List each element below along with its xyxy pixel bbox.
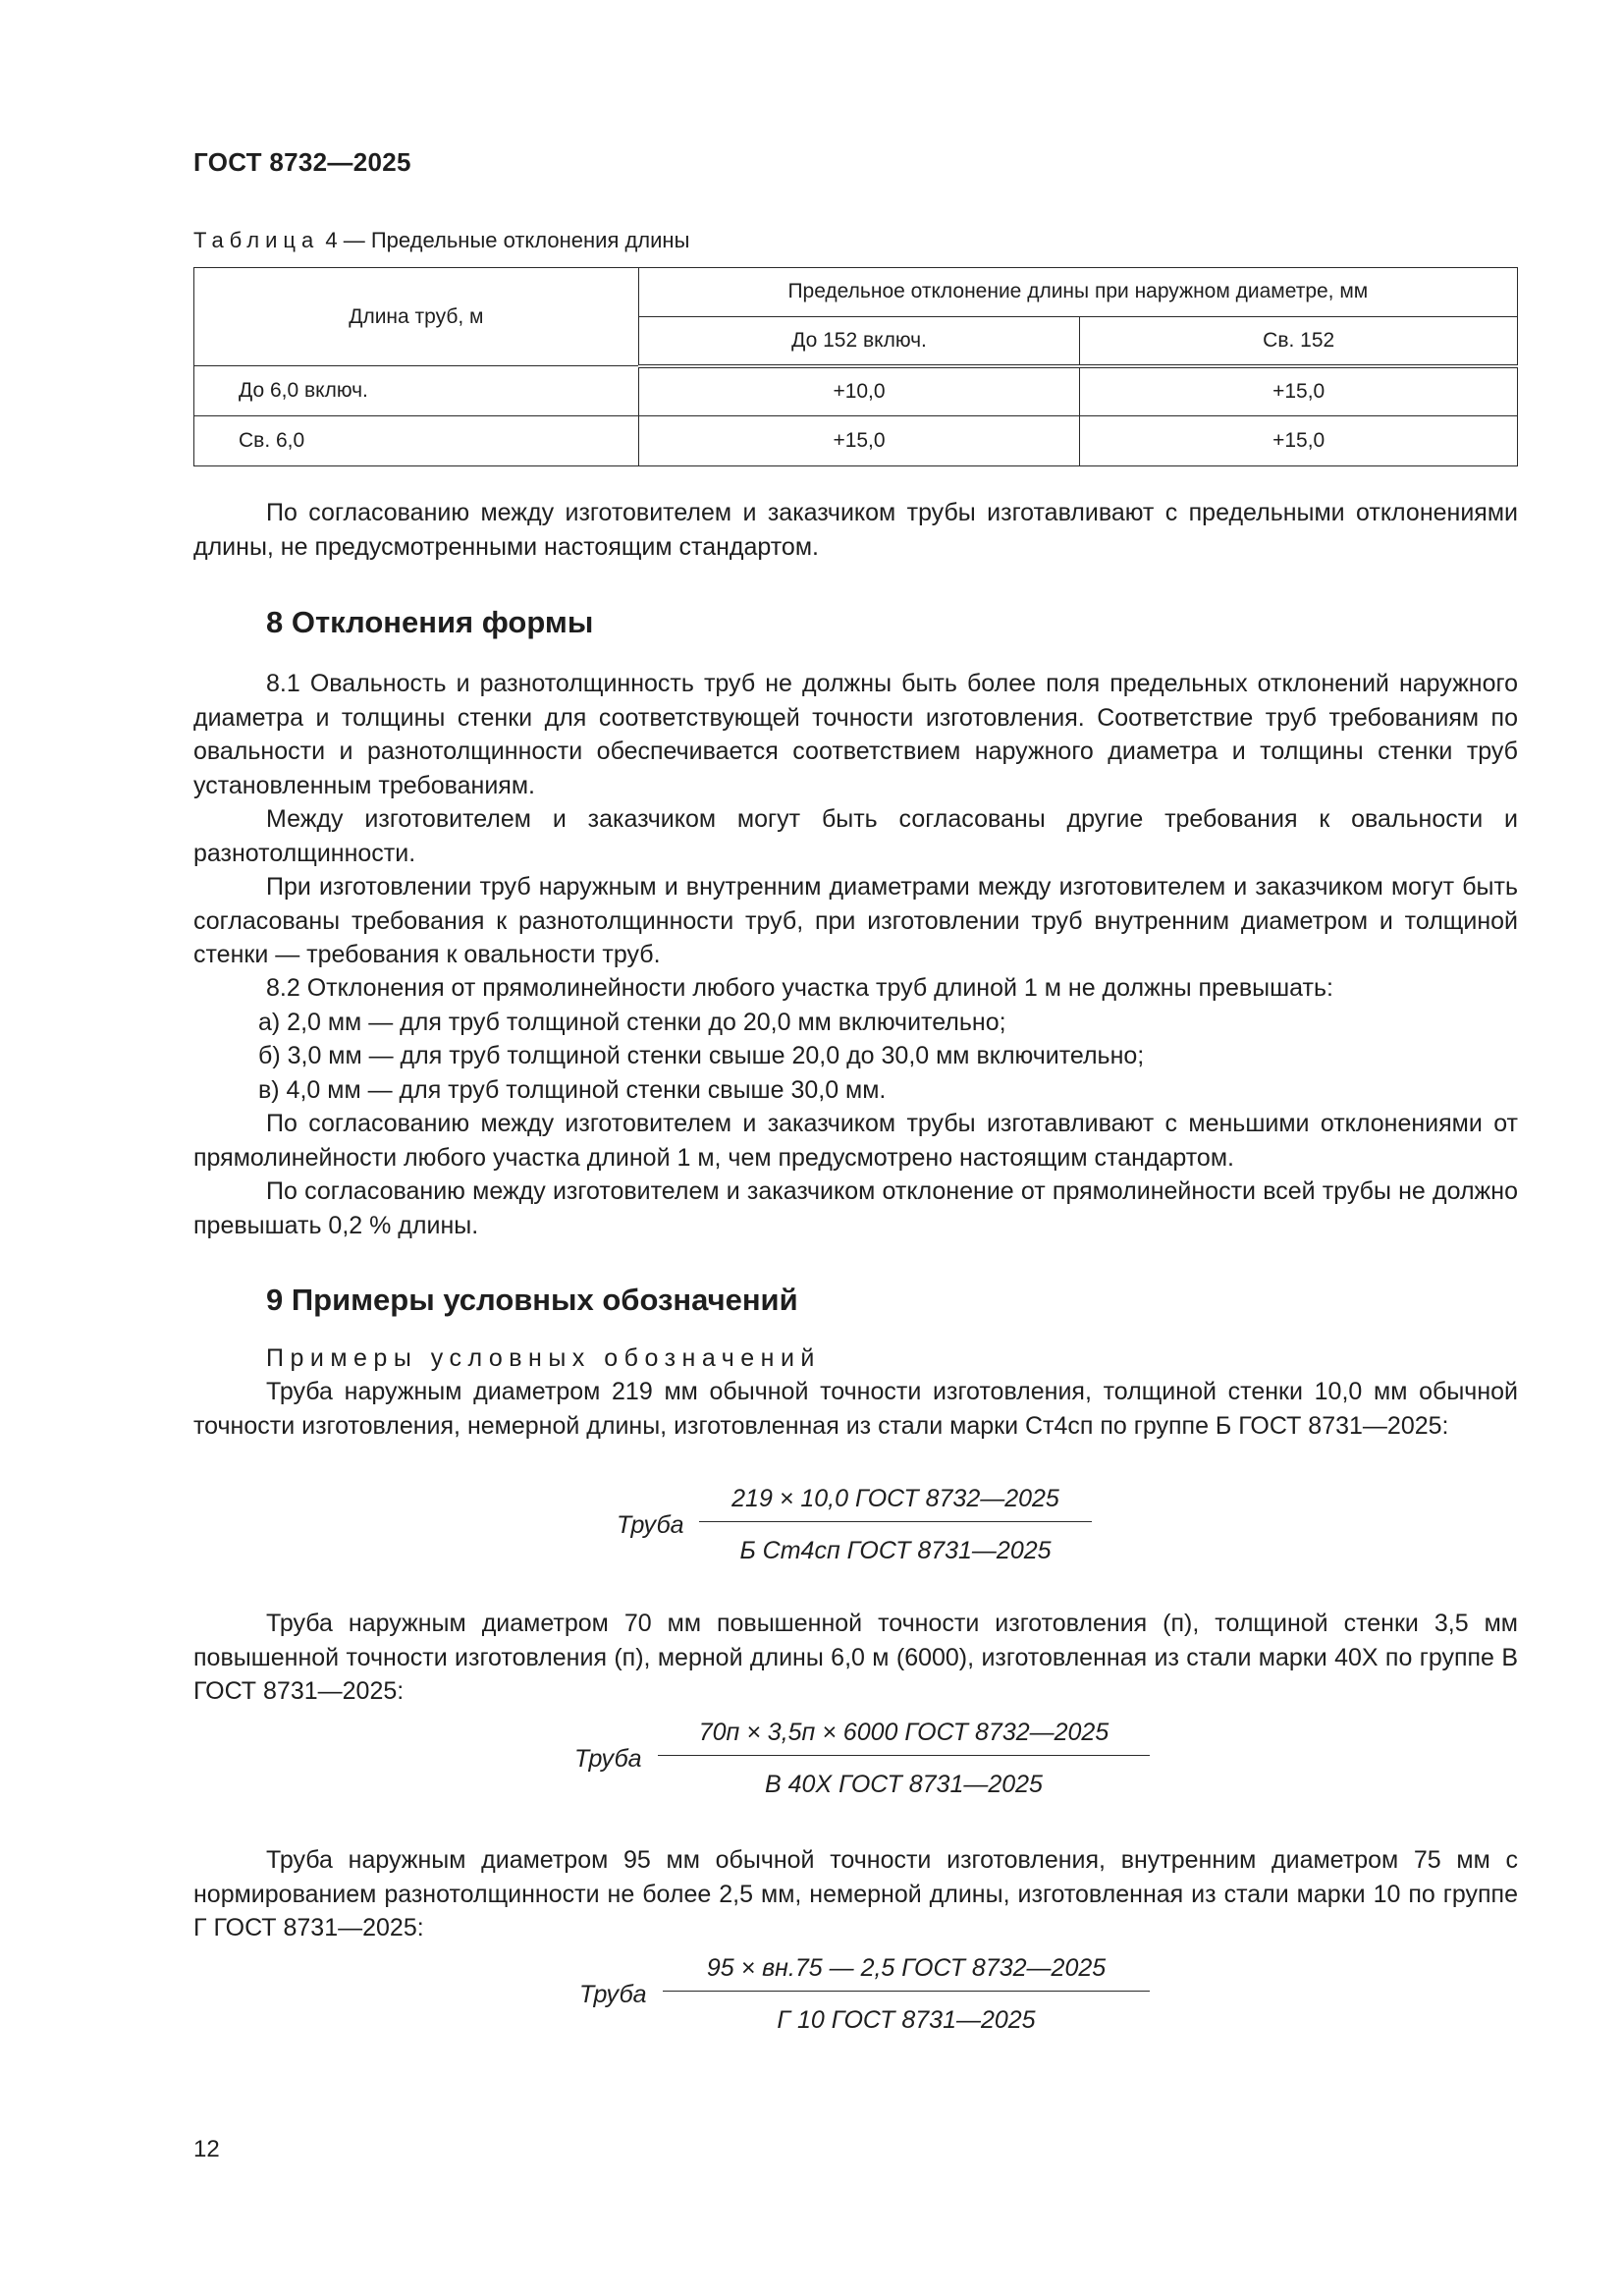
example-2-text: Труба наружным диаметром 70 мм повышенной точности изготовления (п), толщиной стенки 3,5 мм повышенной точности изготовления (п), мерной длины 6,0 м (6000), изготовленная из стали марки 40Х по группе В ГОСТ 8731—2025: bbox=[193, 1610, 1518, 1706]
header-cell-deviation-group: Предельное отклонение длины при наружном диаметре, мм bbox=[638, 268, 1517, 317]
paragraph-8-1-inner-diameter: При изготовлении труб наружным и внутренним диаметрами между изготовителем и заказчиком могут быть согласованы требования к разнотолщинности труб, при изготовлении труб внутренним диаметром и толщиной стенки — требования к овальности труб. bbox=[193, 873, 1518, 969]
examples-subheading: Примеры условных обозначений bbox=[266, 1344, 821, 1372]
fraction-bar bbox=[699, 1521, 1092, 1522]
cell-deviation-upto-152: +15,0 bbox=[638, 416, 1080, 466]
paragraph-8-2-whole-pipe: По согласованию между изготовителем и заказчиком отклонение от прямолинейности всей трубы не должно превышать 0,2 % длины. bbox=[193, 1177, 1518, 1239]
list-item-c: в) 4,0 мм — для труб толщиной стенки свыше 30,0 мм. bbox=[258, 1076, 887, 1104]
designation-numerator: 219 × 10,0 ГОСТ 8732—2025 bbox=[731, 1485, 1059, 1512]
table-caption bbox=[193, 228, 689, 253]
cell-deviation-over-152: +15,0 bbox=[1080, 366, 1518, 416]
header-cell-upto-152: До 152 включ. bbox=[638, 316, 1080, 366]
example-1-designation bbox=[617, 1485, 1108, 1583]
paragraph-8-2-reduced: По согласованию между изготовителем и заказчиком трубы изготавливают с меньшими отклонениями от прямолинейности любого участка длиной 1 м, чем предусмотрено настоящим стандартом. bbox=[193, 1110, 1518, 1172]
list-item-b: б) 3,0 мм — для труб толщиной стенки свыше 20,0 до 30,0 мм включительно; bbox=[258, 1042, 1145, 1069]
paragraph-8-2: 8.2 Отклонения от прямолинейности любого участка труб длиной 1 м не должны превышать: bbox=[266, 974, 1333, 1002]
designation-label: Труба bbox=[617, 1511, 684, 1539]
header-cell-length: Длина труб, м bbox=[194, 268, 639, 366]
example-3-text: Труба наружным диаметром 95 мм обычной точности изготовления, внутренним диаметром 75 мм с нормированием разнотолщинности не более 2,5 мм, немерной длины, изготовленная из стали марки 10 по группе Г ГОСТ 8731—2025: bbox=[193, 1846, 1518, 1942]
fraction-bar bbox=[663, 1991, 1150, 1992]
designation-numerator: 70п × 3,5п × 6000 ГОСТ 8732—2025 bbox=[698, 1719, 1109, 1746]
table-row bbox=[194, 416, 1518, 466]
designation-label: Труба bbox=[574, 1745, 642, 1773]
designation-denominator: Б Ст4сп ГОСТ 8731—2025 bbox=[739, 1537, 1052, 1564]
cell-length: Св. 6,0 bbox=[194, 416, 639, 466]
designation-denominator: В 40Х ГОСТ 8731—2025 bbox=[765, 1771, 1043, 1798]
designation-numerator: 95 × вн.75 — 2,5 ГОСТ 8732—2025 bbox=[706, 1954, 1107, 1982]
section-9-heading: 9 Примеры условных обозначений bbox=[266, 1283, 798, 1317]
header-cell-over-152: Св. 152 bbox=[1080, 316, 1518, 366]
length-deviation-table bbox=[193, 267, 1518, 466]
cell-deviation-upto-152: +10,0 bbox=[638, 366, 1080, 416]
paragraph-8-1: 8.1 Овальность и разнотолщинность труб не должны быть более поля предельных отклонений наружного диаметра и толщины стенки для соответствующей точности изготовления. Соответствие труб требованиям по овальности и разнотолщинности обеспечивается соответствием наружного диаметра и толщины стенки труб установленным требованиям. bbox=[193, 670, 1518, 799]
page-number: 12 bbox=[193, 2136, 220, 2162]
paragraph-8-1-agreement: Между изготовителем и заказчиком могут быть согласованы другие требования к овальности и разнотолщинности. bbox=[193, 805, 1518, 867]
cell-deviation-over-152: +15,0 bbox=[1080, 416, 1518, 466]
designation-denominator: Г 10 ГОСТ 8731—2025 bbox=[777, 2006, 1036, 2034]
document-header: ГОСТ 8732—2025 bbox=[193, 147, 411, 177]
section-8-heading: 8 Отклонения формы bbox=[266, 605, 594, 639]
example-3-designation bbox=[579, 1954, 1168, 2052]
table-caption-title: 4 — Предельные отклонения длины bbox=[325, 228, 690, 252]
example-1-text: Труба наружным диаметром 219 мм обычной точности изготовления, толщиной стенки 10,0 мм обычной точности изготовления, немерной длины, изготовленная из стали марки Ст4сп по группе Б ГОСТ 8731—2025: bbox=[193, 1378, 1518, 1440]
example-2-designation bbox=[574, 1719, 1163, 1817]
fraction-bar bbox=[658, 1755, 1150, 1756]
list-item-a: а) 2,0 мм — для труб толщиной стенки до 20,0 мм включительно; bbox=[258, 1009, 1006, 1036]
cell-length: До 6,0 включ. bbox=[194, 366, 639, 416]
table-caption-word: Таблица bbox=[193, 228, 320, 252]
paragraph-after-table: По согласованию между изготовителем и заказчиком трубы изготавливают с предельными отклонениями длины, не предусмотренными настоящим стандартом. bbox=[193, 499, 1518, 561]
table-row bbox=[194, 366, 1518, 416]
designation-label: Труба bbox=[579, 1981, 647, 2008]
